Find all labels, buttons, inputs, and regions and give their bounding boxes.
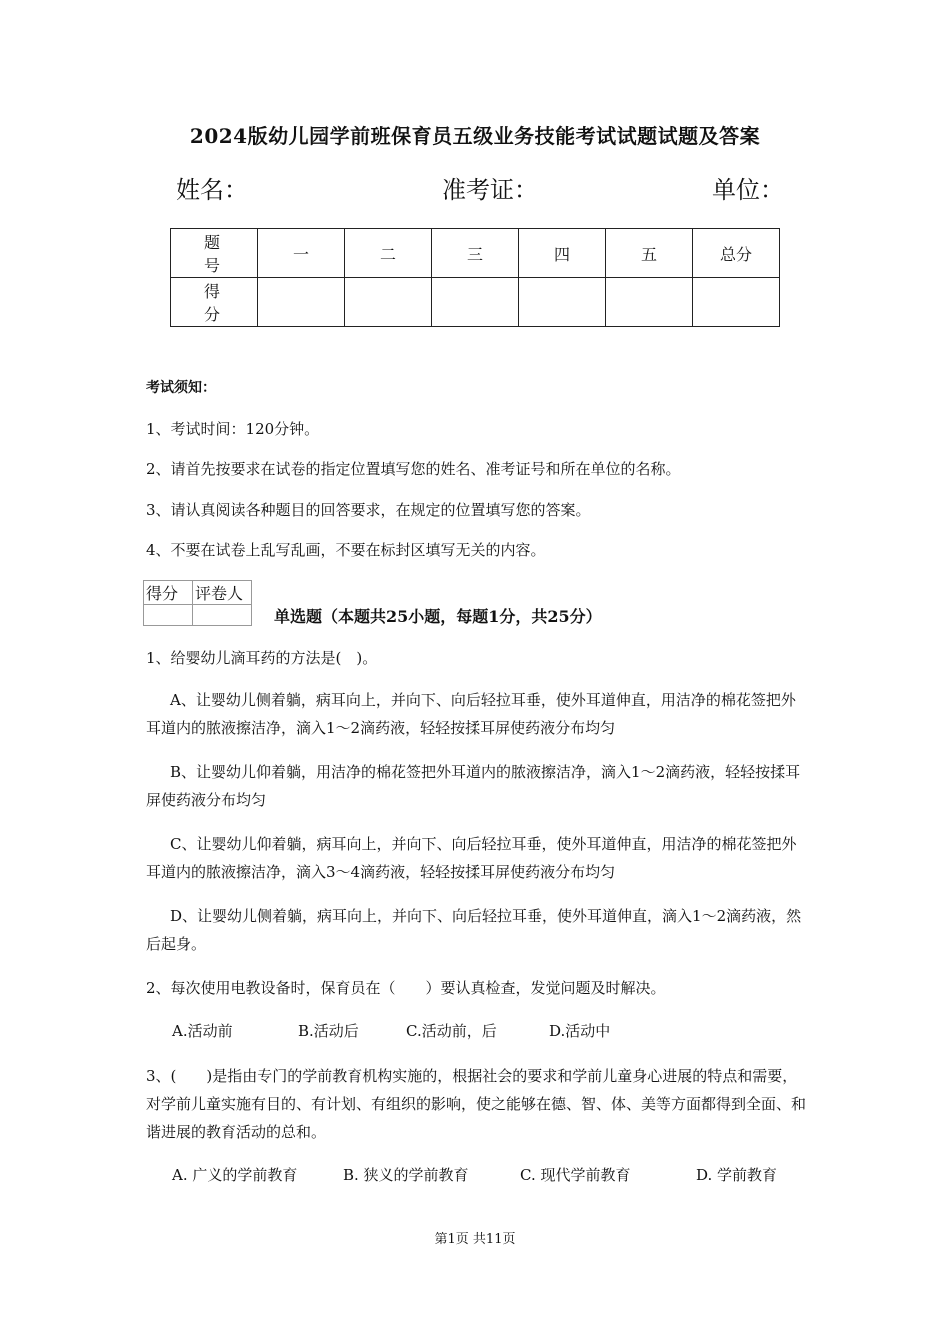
unit-label: 单位： — [712, 176, 784, 204]
score-label: 得 分 — [171, 278, 258, 327]
column-2: 二 — [345, 229, 432, 278]
grader-score-cell[interactable] — [144, 605, 193, 626]
question-1-option-c: C、让婴幼儿仰着躺，病耳向上，并向下、向后轻拉耳垂，使外耳道伸直，用洁净的棉花签把外耳道内的脓液擦洁净，滴入3～4滴药液，轻轻按揉耳屏使药液分布均匀 — [146, 835, 797, 881]
question-2-option-c: C.活动前，后 — [406, 1022, 497, 1040]
page-title: 2024版幼儿园学前班保育员五级业务技能考试试题试题及答案 — [189, 124, 761, 148]
section-title: 单选题（本题共25小题，每题1分，共25分） — [274, 607, 602, 626]
score-cell-total[interactable] — [693, 278, 780, 327]
column-1: 一 — [258, 229, 345, 278]
question-1-option-a: A、让婴幼儿侧着躺，病耳向上，并向下、向后轻拉耳垂，使外耳道伸直，用洁净的棉花签把外耳道内的脓液擦洁净，滴入1～2滴药液，轻轻按揉耳屏使药液分布均匀 — [146, 691, 796, 737]
question-2-option-d: D.活动中 — [549, 1022, 611, 1040]
column-5: 五 — [606, 229, 693, 278]
question-3-option-c: C. 现代学前教育 — [520, 1166, 631, 1184]
column-3: 三 — [432, 229, 519, 278]
question-1-option-b: B、让婴幼儿仰着躺，用洁净的棉花签把外耳道内的脓液擦洁净，滴入1～2滴药液，轻轻按揉耳屏使药液分布均匀 — [146, 763, 801, 809]
note-item: 4、不要在试卷上乱写乱画，不要在标封区填写无关的内容。 — [146, 541, 546, 559]
score-table-header-row — [171, 229, 780, 278]
name-label: 姓名： — [176, 176, 248, 204]
question-1-stem: 1、给婴幼儿滴耳药的方法是( )。 — [146, 649, 378, 667]
question-2-option-a: A.活动前 — [172, 1022, 233, 1040]
question-3-option-d: D. 学前教育 — [696, 1166, 778, 1184]
question-3-option-b: B. 狭义的学前教育 — [343, 1166, 469, 1184]
score-table — [170, 228, 780, 327]
column-total: 总分 — [693, 229, 780, 278]
grader-score-label: 得分 — [144, 581, 193, 605]
score-cell-4[interactable] — [519, 278, 606, 327]
question-2-stem: 2、每次使用电教设备时，保育员在（ ）要认真检查，发觉问题及时解决。 — [146, 979, 666, 997]
score-cell-3[interactable] — [432, 278, 519, 327]
grader-reviewer-label: 评卷人 — [193, 581, 252, 605]
grader-box — [143, 580, 252, 626]
grader-reviewer-cell[interactable] — [193, 605, 252, 626]
notes-title: 考试须知： — [146, 380, 216, 396]
score-table-score-row — [171, 278, 780, 327]
score-cell-5[interactable] — [606, 278, 693, 327]
question-1-option-d: D、让婴幼儿侧着躺，病耳向上，并向下、向后轻拉耳垂，使外耳道伸直，滴入1～2滴药液，然后起身。 — [146, 907, 802, 953]
column-4: 四 — [519, 229, 606, 278]
score-cell-2[interactable] — [345, 278, 432, 327]
note-item: 3、请认真阅读各种题目的回答要求，在规定的位置填写您的答案。 — [146, 501, 591, 519]
question-3-stem: 3、( )是指由专门的学前教育机构实施的，根据社会的要求和学前儿童身心进展的特点和需要，对学前儿童实施有目的、有计划、有组织的影响，使之能够在德、智、体、美等方面都得到全面、和谐进展的教育活动的总和。 — [146, 1067, 807, 1141]
question-number-label: 题 号 — [171, 229, 258, 278]
note-item: 1、考试时间：120分钟。 — [146, 420, 320, 438]
page-footer: 第1页 共11页 — [434, 1232, 516, 1247]
question-3-option-a: A. 广义的学前教育 — [172, 1166, 298, 1184]
exam-number-label: 准考证： — [442, 176, 538, 204]
note-item: 2、请首先按要求在试卷的指定位置填写您的姓名、准考证号和所在单位的名称。 — [146, 460, 681, 478]
question-2-option-b: B.活动后 — [298, 1022, 359, 1040]
